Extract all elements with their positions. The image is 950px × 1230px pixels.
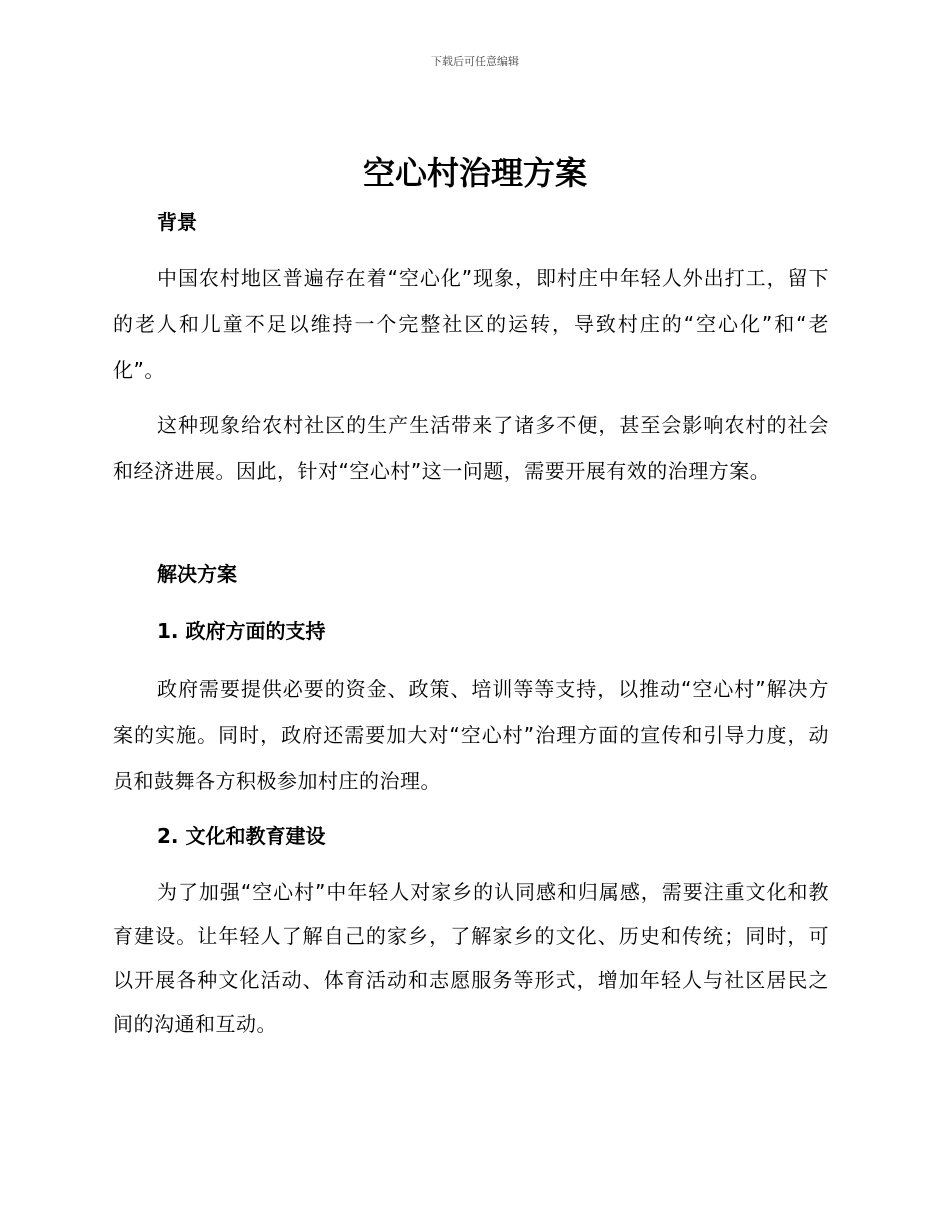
heading-culture-education: 2. 文化和教育建设	[157, 824, 326, 848]
paragraph-background-2: 这种现象给农村社区的生产生活带来了诸多不便，甚至会影响农村的社会和经济进展。因此，针对“空心村”这一问题，需要开展有效的治理方案。	[113, 413, 829, 483]
heading-government-support: 1. 政府方面的支持	[157, 619, 326, 643]
heading-solution: 解决方案	[157, 562, 237, 586]
paragraph-government-support: 政府需要提供必要的资金、政策、培训等等支持，以推动“空心村”解决方案的实施。同时，政府还需要加大对“空心村”治理方面的宣传和引导力度，动员和鼓舞各方积极参加村庄的治理。	[113, 677, 829, 793]
paragraph-culture-education: 为了加强“空心村”中年轻人对家乡的认同感和归属感，需要注重文化和教育建设。让年轻人了解自己的家乡，了解家乡的文化、历史和传统；同时，可以开展各种文化活动、体育活动和志愿服务等形式，增加年轻人与社区居民之间的沟通和互动。	[113, 880, 829, 1036]
paragraph-background-1: 中国农村地区普遍存在着“空心化”现象，即村庄中年轻人外出打工，留下的老人和儿童不足以维持一个完整社区的运转，导致村庄的“空心化”和“老化”。	[113, 266, 829, 382]
document-title: 空心村治理方案	[362, 154, 587, 192]
heading-background: 背景	[157, 210, 197, 234]
header-note: 下载后可任意编辑	[431, 55, 519, 68]
